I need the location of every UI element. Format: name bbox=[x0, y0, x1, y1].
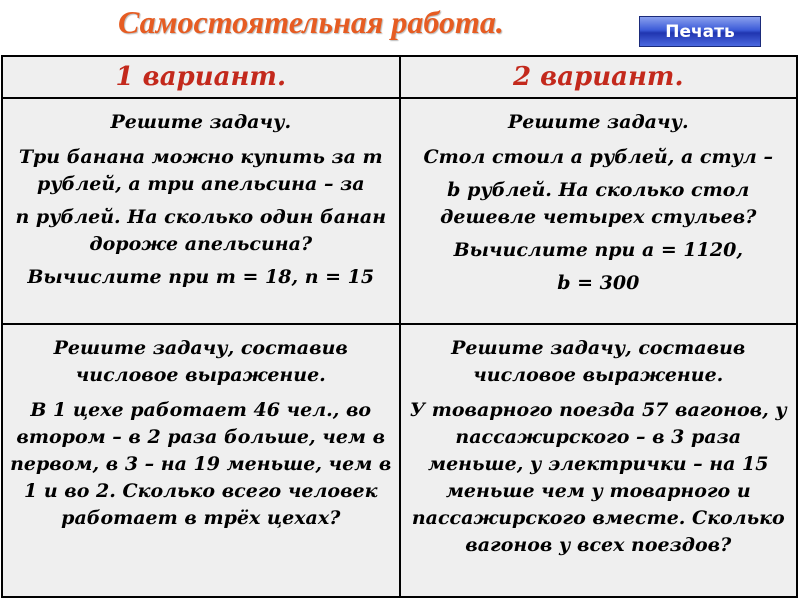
task-text-line: n рублей. На сколько один банан дороже апельсина? bbox=[15, 206, 387, 255]
task-cell-variant-2-task-1 bbox=[400, 98, 798, 324]
table-header-row bbox=[2, 56, 797, 98]
table-row bbox=[2, 98, 797, 324]
column-header-variant-2: 2 вариант. bbox=[400, 56, 798, 98]
task-text-line: Три банана можно купить за m рублей, а три апельсина – за bbox=[18, 146, 383, 195]
print-button[interactable]: Печать bbox=[639, 16, 761, 47]
task-text-line: Вычислите при m = 18, n = 15 bbox=[27, 266, 375, 288]
task-text-line: У товарного поезда 57 вагонов, у пассажирского – в 3 раза меньше, у электрички – на 15 меньше чем у товарного и пассажирского вместе. Сколько вагонов у всех поездов? bbox=[409, 399, 787, 556]
page-title: Самостоятельная работа. bbox=[118, 4, 504, 40]
task-text-line: Вычислите при a = 1120, bbox=[453, 239, 743, 261]
task-text-line: В 1 цехе работает 46 чел., во втором – в 2 раза больше, чем в первом, в 3 – на 19 меньше, чем в 1 и во 2. Сколько всего человек работает в трёх цехах? bbox=[10, 399, 392, 529]
task-instruction: Решите задачу. bbox=[507, 111, 689, 133]
task-cell-variant-1-task-2 bbox=[2, 324, 400, 597]
task-instruction: Решите задачу, составив числовое выражение. bbox=[53, 337, 348, 386]
task-text-line: b = 300 bbox=[557, 272, 640, 294]
column-header-variant-1: 1 вариант. bbox=[2, 56, 400, 98]
task-text-line: Стол стоил a рублей, а стул – bbox=[423, 146, 773, 168]
task-cell-variant-1-task-1 bbox=[2, 98, 400, 324]
task-text-line: b рублей. На сколько стол дешевле четырех стульев? bbox=[440, 179, 757, 228]
variants-table bbox=[1, 55, 798, 598]
task-instruction: Решите задачу, составив числовое выражение. bbox=[451, 337, 746, 386]
table-row bbox=[2, 324, 797, 597]
task-instruction: Решите задачу. bbox=[110, 111, 292, 133]
task-cell-variant-2-task-2 bbox=[400, 324, 798, 597]
